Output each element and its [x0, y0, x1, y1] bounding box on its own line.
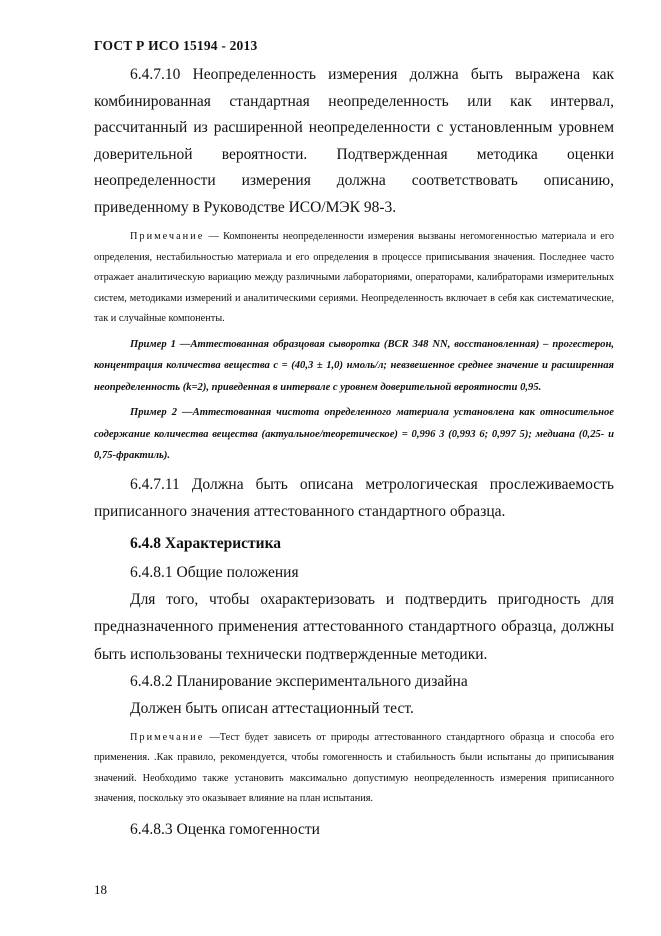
example-1: Пример 1 —Аттестованная образцовая сыворотка (BCR 348 NN, восстановленная) – прогестерон, концентрация количества вещества c = (40,3 ± 1,0) нмоль/л; невзвешенное среднее значение и расширенная неопределенность (k=2), приведенная в интервале с уровнем доверительной вероятности 0,95. — [94, 338, 614, 393]
note-1-text: — Компоненты неопределенности измерения вызваны негомогенностью материала и его определения, нестабильностью материала и его определения в процессе приписывания значения. Последнее часто отражает аналитическую вариацию между различными лабораториями, операторами, калибраторами измерительных систем, методиками измерений и аналитическими сериями. Неопределенность включает в себя как систематические, так и случайные компоненты. — [94, 231, 614, 324]
section-heading-6-4-8: 6.4.8 Характеристика — [130, 535, 282, 553]
note-1-label: Примечание — [130, 231, 205, 242]
paragraph-6-4-7-11: 6.4.7.11 Должна быть описана метрологическая прослеживаемость приписанного значения аттестованного стандартного образца. — [94, 475, 614, 520]
note-2 — [94, 728, 614, 810]
document-body — [94, 62, 614, 843]
subsection-title-6-4-8-2: 6.4.8.2 Планирование экспериментального дизайна — [130, 672, 468, 690]
page-number: 18 — [94, 882, 107, 897]
note-2-label: Примечание — [130, 731, 205, 743]
note-1 — [94, 227, 614, 330]
paragraph-6-4-8-1: Для того, чтобы охарактеризовать и подтвердить пригодность для предназначенного применения аттестованного стандартного образца, должны быть использованы технически подтвержденные методики. — [94, 591, 614, 663]
note-2-text: —Тест будет зависеть от природы аттестованного стандартного образца и способа его применения. .Как правило, рекомендуется, чтобы гомогенность и стабильность были испытаны до приписывания значений. Необходимо также установить максимально допустимую неопределенность измерения приписанного значения, поскольку это оказывает влияние на план испытания. — [94, 731, 614, 805]
subsection-title-6-4-8-1: 6.4.8.1 Общие положения — [130, 564, 299, 582]
example-2: Пример 2 —Аттестованная чистота определенного материала установлена как относительное содержание количества вещества (актуальное/теоретическое) = 0,996 3 (0,993 6; 0,997 5); медиана (0,25- и 0,75-фрактиль). — [94, 407, 614, 461]
paragraph-6-4-8-2: Должен быть описан аттестационный тест. — [130, 699, 414, 717]
paragraph-6-4-7-10: 6.4.7.10 Неопределенность измерения должна быть выражена как комбинированная стандартная неопределенность или как интервал, рассчитанный из расширенной неопределенности с установленным уровнем доверительной вероятности. Подтвержденная методика оценки неопределенности измерения должна соответствовать описанию, приведенному в Руководстве ИСО/МЭК 98-3. — [94, 66, 614, 216]
subsection-title-6-4-8-3: 6.4.8.3 Оценка гомогенности — [130, 820, 320, 838]
document-header: ГОСТ Р ИСО 15194 - 2013 — [94, 38, 258, 53]
